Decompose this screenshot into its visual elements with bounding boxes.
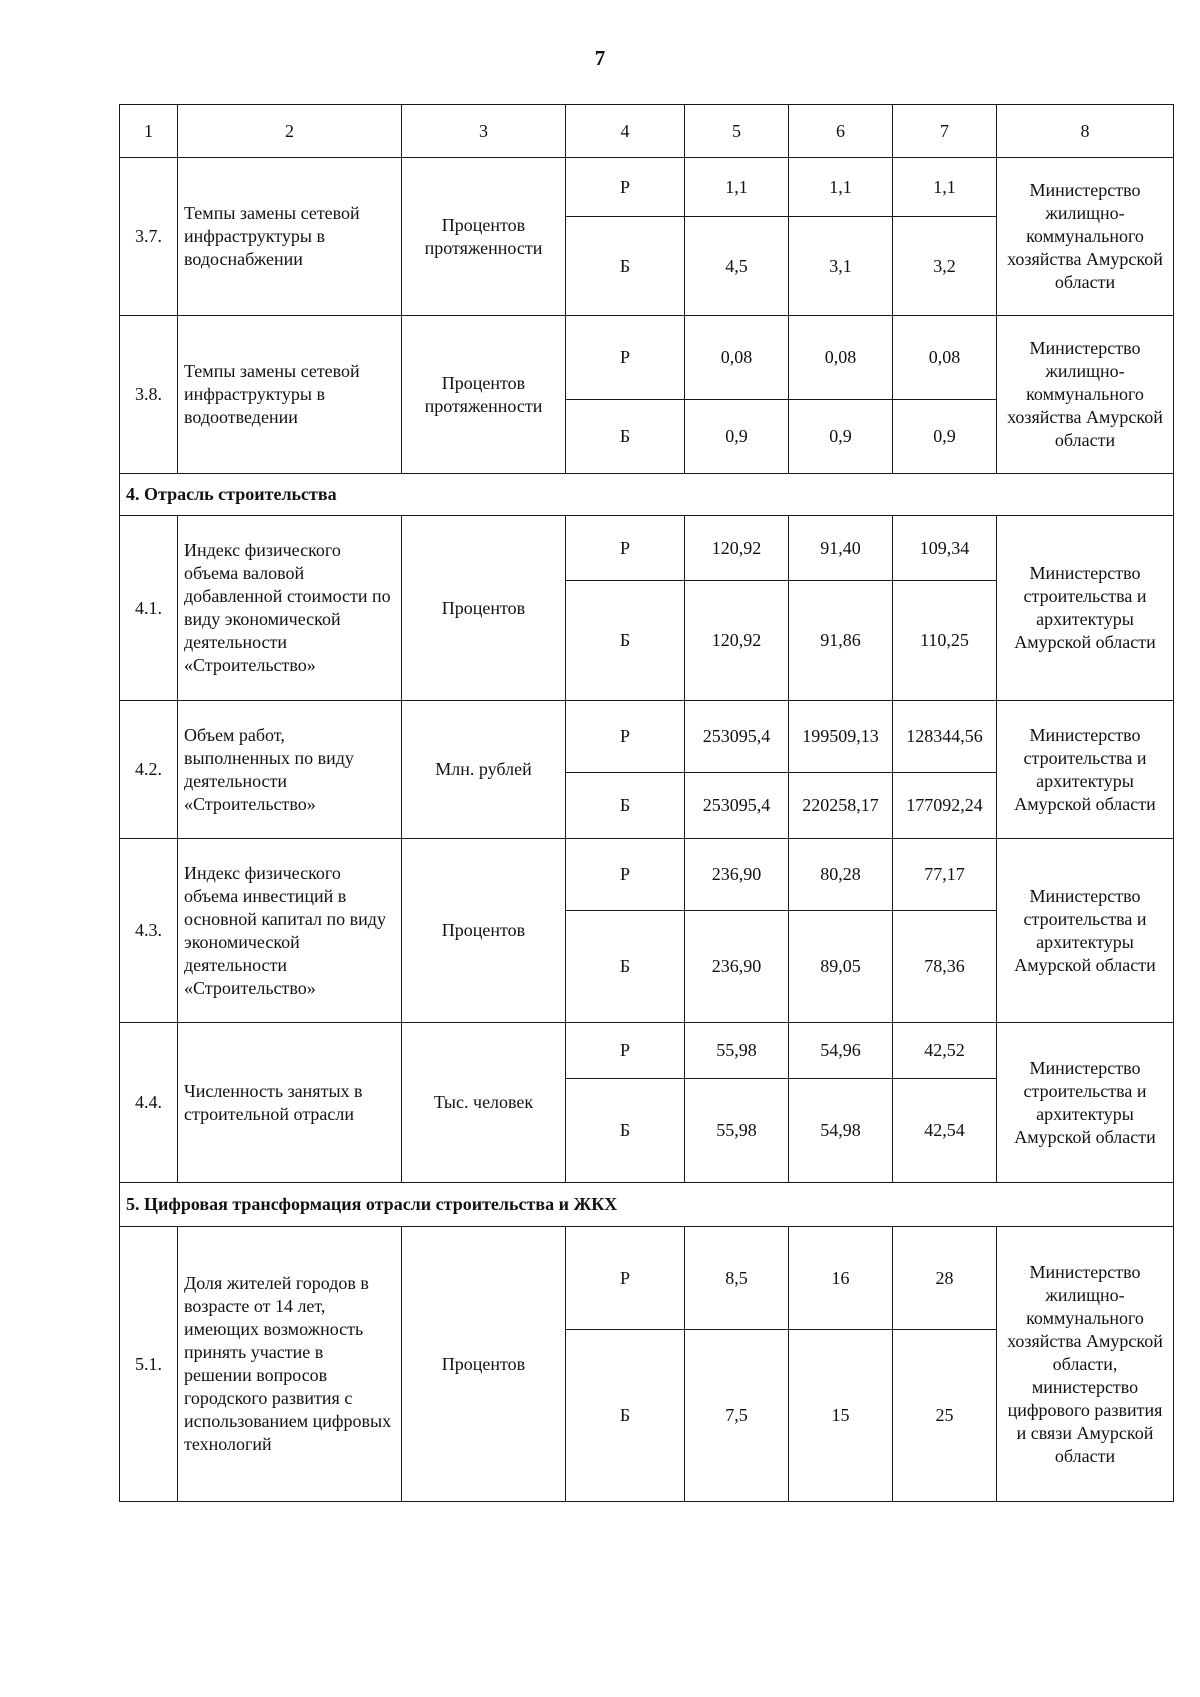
header-cell-3: 3 [402,105,566,158]
level-code: Р [566,516,685,581]
indicator-name: Индекс физического объема валовой добавленной стоимости по виду экономической деятельности «Строительство» [178,516,402,701]
row-number: 5.1. [120,1227,178,1502]
row-number: 4.3. [120,839,178,1023]
value-col5: 236,90 [685,839,789,911]
value-col7: 0,08 [893,316,997,400]
page-number: 7 [594,46,606,70]
unit: Процентов [402,839,566,1023]
value-col7: 110,25 [893,581,997,701]
value-col6: 220258,17 [789,773,893,839]
value-col6: 199509,13 [789,701,893,773]
value-col7: 128344,56 [893,701,997,773]
value-col7: 42,54 [893,1079,997,1183]
header-cell-1: 1 [120,105,178,158]
value-col6: 16 [789,1227,893,1330]
level-code: Б [566,773,685,839]
value-col7: 28 [893,1227,997,1330]
value-col5: 4,5 [685,217,789,316]
table-row-r [120,1023,1174,1079]
header-cell-4: 4 [566,105,685,158]
level-code: Р [566,316,685,400]
unit: Процентов протяженности [402,316,566,474]
value-col5: 0,08 [685,316,789,400]
unit: Процентов [402,516,566,701]
value-col5: 1,1 [685,158,789,217]
unit: Млн. рублей [402,701,566,839]
value-col5: 55,98 [685,1023,789,1079]
indicator-name: Доля жителей городов в возрасте от 14 лет, имеющих возможность принять участие в решении вопросов городского развития с использованием цифровых технологий [178,1227,402,1502]
value-col6: 1,1 [789,158,893,217]
value-col5: 8,5 [685,1227,789,1330]
indicator-name: Объем работ, выполненных по виду деятельности «Строительство» [178,701,402,839]
value-col6: 80,28 [789,839,893,911]
row-number: 4.2. [120,701,178,839]
header-cell-5: 5 [685,105,789,158]
level-code: Б [566,217,685,316]
indicator-name: Темпы замены сетевой инфраструктуры в водоснабжении [178,158,402,316]
level-code: Б [566,1330,685,1502]
header-cell-8: 8 [997,105,1174,158]
value-col5: 0,9 [685,400,789,474]
row-number: 3.8. [120,316,178,474]
responsible-body: Министерство строительства и архитектуры Амурской области [997,516,1174,701]
indicator-name: Темпы замены сетевой инфраструктуры в водоотведении [178,316,402,474]
header-cell-7: 7 [893,105,997,158]
section-title: 5. Цифровая трансформация отрасли строительства и ЖКХ [120,1183,1174,1227]
level-code: Б [566,400,685,474]
unit: Процентов протяженности [402,158,566,316]
value-col7: 3,2 [893,217,997,316]
value-col7: 0,9 [893,400,997,474]
level-code: Р [566,1023,685,1079]
value-col6: 91,40 [789,516,893,581]
table-row-r [120,1227,1174,1330]
table-row-r [120,701,1174,773]
value-col5: 253095,4 [685,701,789,773]
unit: Тыс. человек [402,1023,566,1183]
value-col7: 109,34 [893,516,997,581]
level-code: Б [566,1079,685,1183]
indicator-name: Численность занятых в строительной отрасли [178,1023,402,1183]
header-cell-2: 2 [178,105,402,158]
value-col6: 3,1 [789,217,893,316]
value-col5: 120,92 [685,581,789,701]
value-col6: 91,86 [789,581,893,701]
value-col7: 78,36 [893,911,997,1023]
table-row-r [120,158,1174,217]
unit: Процентов [402,1227,566,1502]
value-col7: 77,17 [893,839,997,911]
value-col6: 0,9 [789,400,893,474]
value-col5: 236,90 [685,911,789,1023]
indicators-table [119,104,1174,1502]
value-col5: 253095,4 [685,773,789,839]
value-col7: 42,52 [893,1023,997,1079]
header-row [120,105,1174,158]
level-code: Р [566,701,685,773]
value-col6: 0,08 [789,316,893,400]
level-code: Б [566,581,685,701]
responsible-body: Министерство жилищно-коммунального хозяйства Амурской области [997,316,1174,474]
level-code: Р [566,839,685,911]
indicator-name: Индекс физического объема инвестиций в основной капитал по виду экономической деятельности «Строительство» [178,839,402,1023]
table-row-r [120,839,1174,911]
header-cell-6: 6 [789,105,893,158]
value-col5: 55,98 [685,1079,789,1183]
value-col5: 120,92 [685,516,789,581]
value-col6: 15 [789,1330,893,1502]
row-number: 3.7. [120,158,178,316]
value-col6: 89,05 [789,911,893,1023]
value-col7: 177092,24 [893,773,997,839]
responsible-body: Министерство строительства и архитектуры Амурской области [997,839,1174,1023]
value-col6: 54,96 [789,1023,893,1079]
level-code: Р [566,1227,685,1330]
section-row [120,474,1174,516]
value-col7: 25 [893,1330,997,1502]
level-code: Р [566,158,685,217]
value-col6: 54,98 [789,1079,893,1183]
row-number: 4.4. [120,1023,178,1183]
responsible-body: Министерство строительства и архитектуры Амурской области [997,701,1174,839]
section-row [120,1183,1174,1227]
row-number: 4.1. [120,516,178,701]
value-col5: 7,5 [685,1330,789,1502]
responsible-body: Министерство жилищно-коммунального хозяйства Амурской области [997,158,1174,316]
responsible-body: Министерство жилищно-коммунального хозяйства Амурской области, министерство цифрового развития и связи Амурской области [997,1227,1174,1502]
responsible-body: Министерство строительства и архитектуры Амурской области [997,1023,1174,1183]
value-col7: 1,1 [893,158,997,217]
section-title: 4. Отрасль строительства [120,474,1174,516]
table-row-r [120,316,1174,400]
table-row-r [120,516,1174,581]
level-code: Б [566,911,685,1023]
